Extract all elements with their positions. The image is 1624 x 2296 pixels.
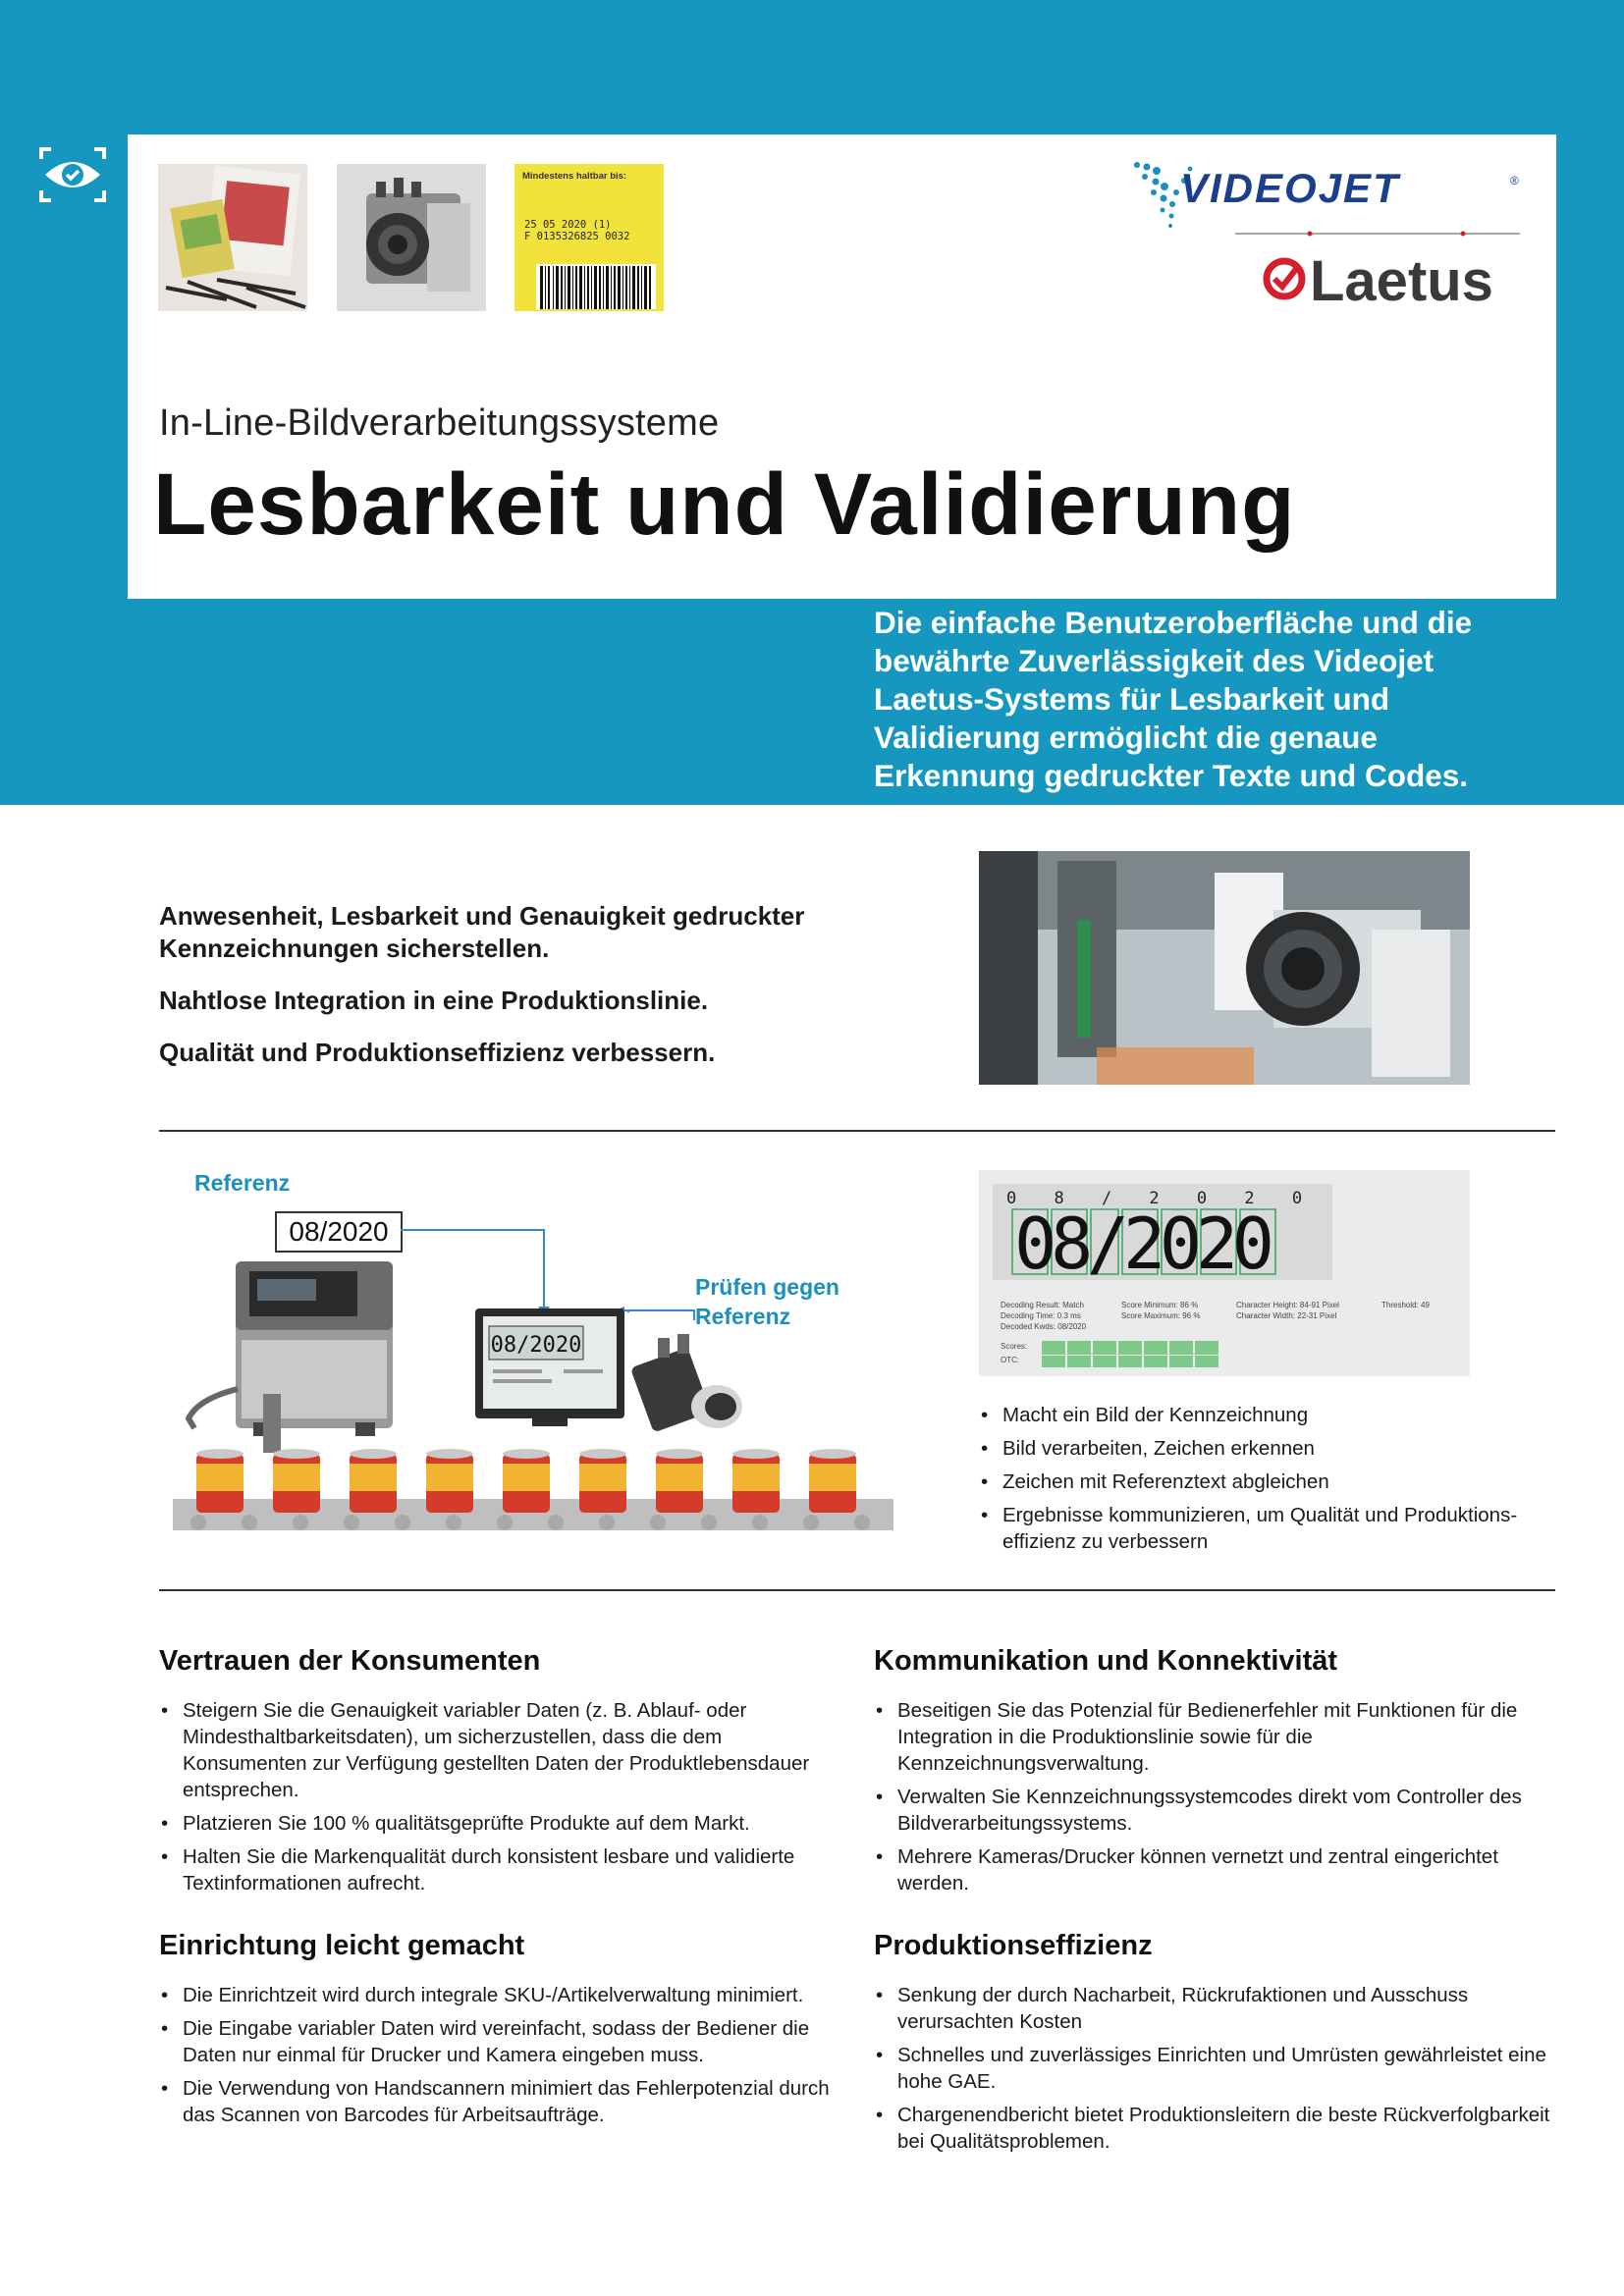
eye-icon xyxy=(37,145,108,204)
camera-thumbnail xyxy=(337,164,486,311)
reference-value-box: 08/2020 xyxy=(275,1211,403,1253)
list-item: • Mehrere Kameras/Drucker können vernetzt und zentral eingerichtet werden. xyxy=(874,1843,1561,1896)
reference-label: Referenz xyxy=(194,1170,291,1196)
logo-brand: VIDEOJET xyxy=(1180,165,1400,211)
label-thumbnail xyxy=(514,164,664,311)
feature-3: Qualität und Produktionseffizienz verbessern. xyxy=(159,1038,716,1067)
divider xyxy=(159,1130,1555,1132)
feature-1: Anwesenheit, Lesbarkeit und Genauigkeit gedruckter Kennzeichnungen sicherstellen. xyxy=(159,901,805,963)
svg-text:OTC:: OTC: xyxy=(1001,1356,1020,1364)
list-item: • Halten Sie die Markenqualität durch konsistent lesbare und validierte Textinformationen aufrecht. xyxy=(159,1843,846,1896)
barcode xyxy=(514,262,664,311)
section-easy-setup xyxy=(159,1930,846,2135)
list-item: • Platzieren Sie 100 % qualitätsgeprüfte Produkte auf dem Markt. xyxy=(159,1810,846,1837)
section-communication xyxy=(874,1645,1561,1903)
section-production-efficiency xyxy=(874,1930,1561,2162)
camera-illustration xyxy=(630,1334,742,1432)
logo-registered: ® xyxy=(1510,174,1519,187)
list-item: • Die Verwendung von Handscannern minimiert das Fehlerpotenzial durch das Scannen von Barcodes für Arbeitsaufträge. xyxy=(159,2075,846,2128)
svg-text:Decoded Kwds: 08/2020: Decoded Kwds: 08/2020 xyxy=(1001,1322,1087,1331)
cans xyxy=(196,1449,856,1513)
readout-code: 08/2020 xyxy=(1014,1202,1273,1285)
svg-text:Character Width: 22-31 Pixel: Character Width: 22-31 Pixel xyxy=(1236,1311,1337,1320)
readout-top-text: 0 8 / 2 0 2 0 xyxy=(1006,1189,1317,1208)
section-heading: Kommunikation und Konnektivität xyxy=(874,1645,1338,1677)
divider xyxy=(159,1589,1555,1591)
logo-sub-brand: Laetus xyxy=(1310,249,1493,313)
svg-text:Decoding Time: 0.3 ms: Decoding Time: 0.3 ms xyxy=(1001,1311,1081,1320)
page-title: Lesbarkeit und Validierung xyxy=(153,454,1296,553)
list-item: • Zeichen mit Referenztext abgleichen xyxy=(979,1468,1548,1495)
list-item: • Chargenendbericht bietet Produktionsleitern die beste Rückverfolgbarkeit bei Qualitätsproblemen. xyxy=(874,2102,1561,2155)
section-heading: Vertrauen der Konsumenten xyxy=(159,1645,541,1677)
check-against-reference-label: Prüfen gegen Referenz xyxy=(695,1274,839,1329)
videojet-laetus-logo xyxy=(1129,157,1527,314)
label-line2: F 0135326825 0032 xyxy=(524,231,630,242)
list-item: • Beseitigen Sie das Potenzial für Bedienerfehler mit Funktionen für die Integration in die Produktionslinie sowie für die Kennzeichnungsverwaltung. xyxy=(874,1697,1561,1777)
svg-text:Threshold: 49: Threshold: 49 xyxy=(1381,1301,1430,1309)
svg-text:Score Maximum: 96 %: Score Maximum: 96 % xyxy=(1121,1311,1201,1320)
svg-text:Decoding Result: Match: Decoding Result: Match xyxy=(1001,1301,1084,1309)
process-steps xyxy=(979,1402,1548,1562)
section-heading: Einrichtung leicht gemacht xyxy=(159,1930,525,1961)
list-item: • Die Eingabe variabler Daten wird vereinfacht, sodass der Bediener die Daten nur einmal für Drucker und Kamera eingeben muss. xyxy=(159,2015,846,2068)
section-heading: Produktionseffizienz xyxy=(874,1930,1153,1961)
list-item: • Steigern Sie die Genauigkeit variabler Daten (z. B. Ablauf- oder Mindesthaltbarkeitsdaten), um sicherzustellen, dass die dem Konsumenten zur Verfügung gestellten Daten der Produktlebensdauer entsprechen. xyxy=(159,1697,846,1803)
ocr-readout xyxy=(979,1170,1470,1376)
list-item: • Schnelles und zuverlässiges Einrichten und Umrüsten gewährleistet eine hohe GAE. xyxy=(874,2042,1561,2095)
label-heading: Mindestens haltbar bis: xyxy=(522,171,627,182)
intro-text: Die einfache Benutzeroberfläche und die bewährte Zuverlässigkeit des Videojet Laetus-Systems für Lesbarkeit und Validierung ermöglicht die genaue Erkennung gedruckter Texte und Codes. xyxy=(874,605,1473,793)
svg-text:Scores:: Scores: xyxy=(1001,1342,1028,1351)
list-item: • Ergebnisse kommunizieren, um Qualität und Produktions-effizienz zu verbessern xyxy=(979,1502,1548,1555)
screen-code: 08/2020 xyxy=(490,1333,582,1358)
printer-illustration xyxy=(189,1261,393,1453)
label-line1: 25 05 2020 (1) xyxy=(524,219,612,231)
list-item: • Macht ein Bild der Kennzeichnung xyxy=(979,1402,1548,1428)
process-diagram xyxy=(159,1163,895,1556)
svg-text:Character Height: 84-91 Pixel: Character Height: 84-91 Pixel xyxy=(1236,1301,1339,1309)
list-item: • Bild verarbeiten, Zeichen erkennen xyxy=(979,1435,1548,1462)
list-item: • Die Einrichtzeit wird durch integrale SKU-/Artikelverwaltung minimiert. xyxy=(159,1982,846,2008)
list-item: • Senkung der durch Nacharbeit, Rückrufaktionen und Ausschuss verursachten Kosten xyxy=(874,1982,1561,2035)
vision-camera-photo xyxy=(979,851,1470,1085)
feature-2: Nahtlose Integration in eine Produktionslinie. xyxy=(159,986,709,1015)
controller-screen xyxy=(475,1308,624,1426)
packaging-thumbnail xyxy=(158,164,307,311)
page-subtitle: In-Line-Bildverarbeitungssysteme xyxy=(159,402,720,444)
svg-text:Score Minimum: 86 %: Score Minimum: 86 % xyxy=(1121,1301,1199,1309)
section-consumer-trust xyxy=(159,1645,846,1903)
list-item: • Verwalten Sie Kennzeichnungssystemcodes direkt vom Controller des Bildverarbeitungssystems. xyxy=(874,1784,1561,1837)
